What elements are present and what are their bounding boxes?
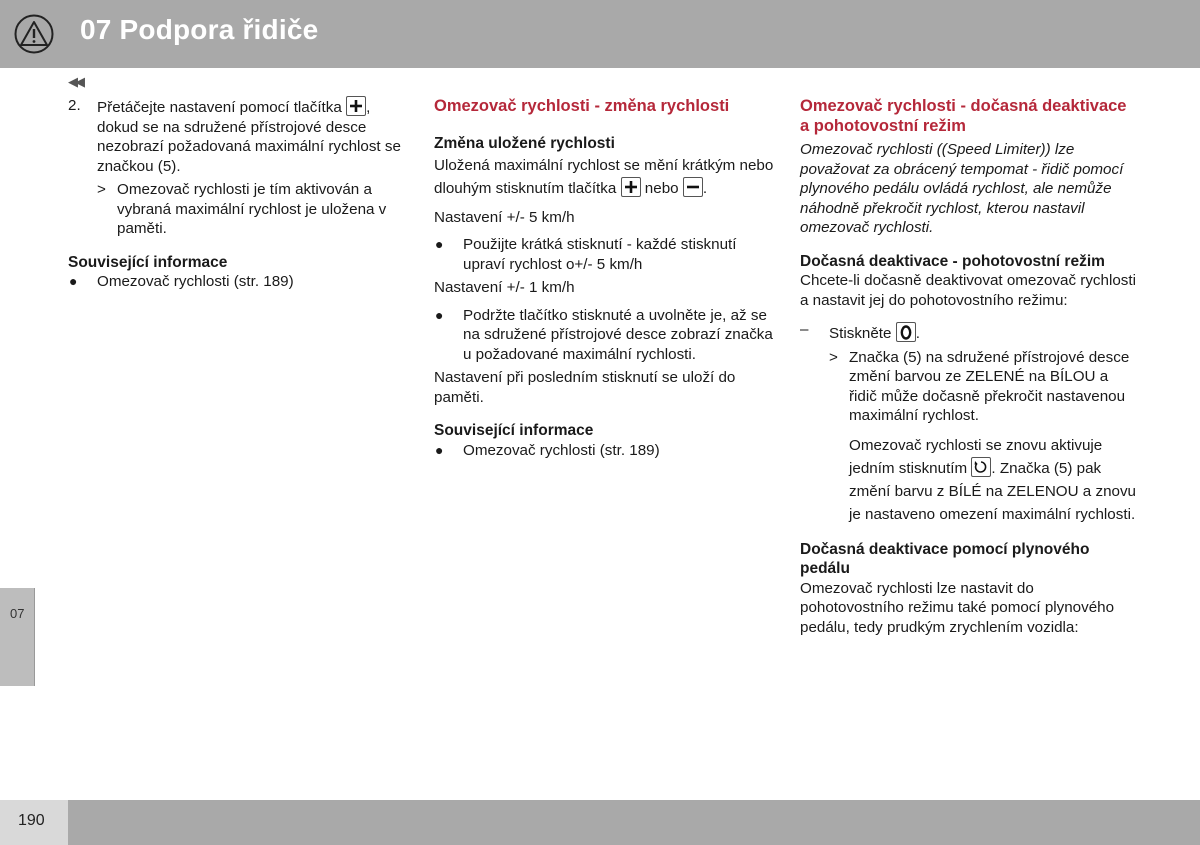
intro-italic: Omezovač rychlosti ((Speed Limiter)) lze považovat za obrácený tempomat - řidič pomocí plynového pedálu ovládá rychlost, ale nemůže náhodně překročit rychlost, kterou nastavil omezovač rychlosti.: [800, 141, 1124, 236]
step-text-a: Přetáčejte nastavení pomocí tlačítka: [97, 99, 342, 116]
dash-step: [800, 322, 1140, 344]
chapter-side-tab[interactable]: [0, 588, 35, 686]
intro-paragraph: [434, 154, 774, 200]
intro-text-c: .: [702, 179, 708, 197]
double-chevron-left-icon[interactable]: ◀◀: [68, 74, 82, 89]
intro-text-a: Uložená maximální rychlost se mění krátkým nebo dlouhým stisknutím tlačítka: [434, 156, 774, 197]
related-link-text[interactable]: Omezovač rychlosti (str. 189): [463, 441, 660, 459]
memory-text: Nastavení při posledním stisknutí se uloží do paměti.: [434, 369, 736, 406]
result-text: Značka (5) na sdružené přístrojové desce změní barvou ze ZELENÉ na BÍLOU a řidič může dočasně překročit nastavenou maximální rychlost.: [849, 348, 1130, 424]
column-3: [800, 96, 1140, 637]
reactivate-text-b: . Značka (5) pak změní barvu z BÍLÉ na ZELENOU a znovu je nastaveno omezení maximální rychlosti.: [849, 459, 1137, 523]
resume-arrow-button-icon: [971, 457, 991, 477]
section-heading: Omezovač rychlosti - změna rychlosti: [434, 97, 730, 115]
header-icon-box: [0, 0, 68, 68]
dash-marker: –: [800, 321, 809, 338]
zero-button-icon: [896, 322, 916, 342]
setting1-label: Nastavení +/- 5 km/h: [434, 208, 575, 226]
step-result: [68, 180, 408, 239]
step-result: [800, 348, 1140, 426]
plus-button-icon: [346, 96, 366, 116]
setting2-bullet: [434, 306, 774, 365]
bullet-icon: ●: [69, 273, 78, 289]
related-link-text[interactable]: Omezovač rychlosti (str. 189): [97, 273, 294, 290]
reactivate-paragraph: [800, 434, 1140, 526]
setting2-bullet-text: Podržte tlačítko stisknuté a uvolněte je, až se na sdružené přístrojové desce zobrazí značka u požadované maximální rychlosti.: [463, 306, 773, 363]
section-heading: Omezovač rychlosti - dočasná deaktivace a pohotovostní režim: [800, 97, 1127, 135]
step-number: 2.: [68, 97, 81, 114]
page-number: 190: [18, 812, 45, 829]
sub2-heading: Dočasná deaktivace pomocí plynového pedálu: [800, 540, 1090, 577]
side-tab-label: 07: [10, 606, 25, 621]
related-link[interactable]: [434, 441, 774, 461]
sub1-text: Chcete-li dočasně deaktivovat omezovač rychlosti a nastavit jej do pohotovostního režimu:: [800, 272, 1136, 309]
reactivate-text-a: Omezovač rychlosti se znovu aktivuje jedním stisknutím: [849, 436, 1103, 477]
warning-triangle-icon: [14, 14, 54, 54]
bullet-icon: ●: [435, 441, 444, 458]
sub1-heading: Dočasná deaktivace - pohotovostní režim: [800, 252, 1105, 270]
related-link[interactable]: [68, 272, 408, 292]
intro-text-b: nebo: [644, 179, 679, 197]
sub2-text: Omezovač rychlosti lze nastavit do pohotovostního režimu také pomocí plynového pedálu, tedy prudkým zrychlením vozidla:: [800, 579, 1115, 636]
section-subheading: Změna uložené rychlosti: [434, 135, 615, 152]
step-text-b: , dokud se na sdružené přístrojové desce nezobrazí požadovaná maximální rychlost se značkou (5).: [97, 99, 401, 175]
result-marker: >: [829, 348, 838, 366]
bullet-icon: ●: [435, 306, 444, 323]
setting1-bullet: [434, 235, 774, 274]
chapter-title: 07 Podpora řidiče: [80, 14, 319, 45]
plus-button-icon: [621, 177, 641, 197]
related-heading: Související informace: [68, 253, 228, 271]
column-1: [68, 96, 408, 292]
result-marker: >: [97, 181, 106, 198]
dash-text-a: Stiskněte: [829, 325, 892, 342]
bullet-icon: ●: [435, 236, 444, 252]
dash-text-b: .: [915, 325, 920, 342]
step-2: [68, 96, 408, 176]
setting1-bullet-text: Použijte krátká stisknutí - každé stisknutí upraví rychlost o+/- 5 km/h: [463, 236, 737, 273]
footer-bar: [68, 800, 1200, 845]
setting2-label: Nastavení +/- 1 km/h: [434, 279, 575, 296]
result-text: Omezovač rychlosti je tím aktivován a vybraná maximální rychlost je uložena v paměti.: [117, 181, 387, 237]
column-2: [434, 96, 774, 460]
related-heading: Související informace: [434, 422, 594, 439]
minus-button-icon: [683, 177, 703, 197]
